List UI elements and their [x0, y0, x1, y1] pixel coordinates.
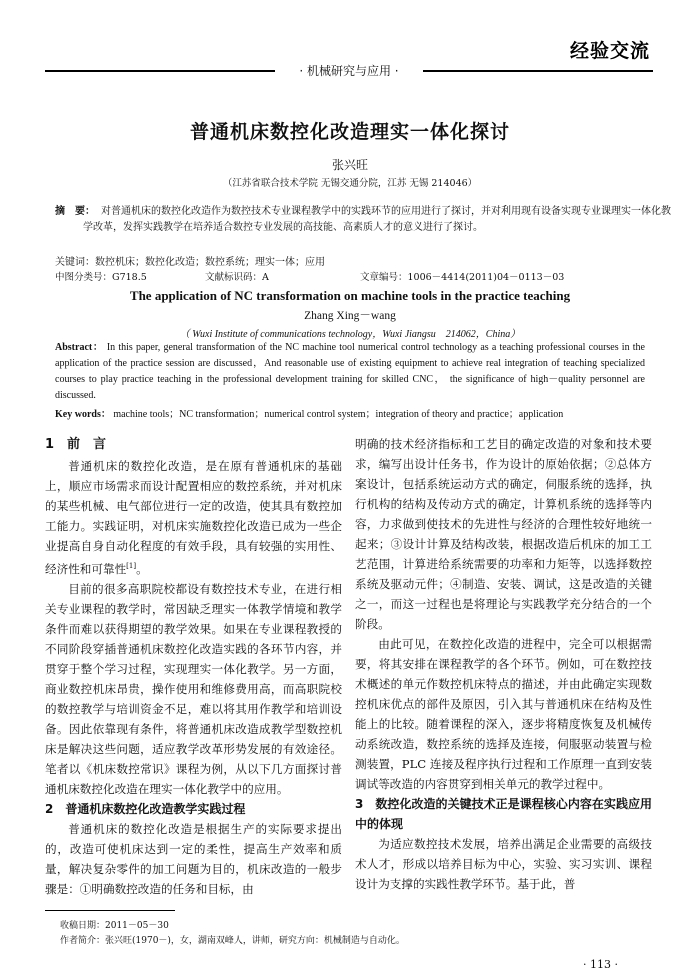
abstract-cn-label: 摘 要：	[55, 206, 95, 217]
keywords-cn: 关键词：数控机床；数控化改造；数控系统；理实一体；应用	[55, 257, 325, 268]
page-number: · 113 ·	[583, 958, 618, 971]
abstract-en-label: Abstract：	[55, 342, 104, 353]
section-3-paragraph-1: 为适应数控技术发展，培养出满足企业需要的高级技术人才，形成以培养目标为中心，实验、实习实训、课程设计为支撑的实践性教学环节。基于此，普	[355, 837, 652, 891]
citation-ref: [1]	[126, 562, 137, 570]
abstract-en-text: In this paper, general transformation of the NC machine tool numerical control technology as a teaching professional courses in the application of the practice session are discussed，And reasonable use of existing equipment to achieve real integration of teaching specialized courses to play practice teaching in the professional development training for skilled CNC， the significance of high－quality personnel are discussed.	[55, 342, 646, 401]
body-column-left	[45, 434, 342, 899]
class-number: 中图分类号：G718.5	[55, 272, 147, 283]
section-2-paragraph-2: 由此可见，在数控化改造的进程中，完全可以根据需要，将其安排在课程教学的各个环节。例如，可在数控技术概述的单元作数控机床特点的描述，并由此确定实现数控机床优点的部件及原因，引入其与普通机床在结构及性能上的比较。随着课程的深入，逐步将精度恢复及机械传动系统改造，数控系统的选择及连接，伺服驱动装置与检测装置，PLC 连接及程序执行过程和工作原理一直到安装调试等改造的内容贯穿到相关单元的教学过程中。	[355, 637, 652, 791]
section-2-heading: 2 普通机床数控化改造教学实践过程	[45, 801, 246, 816]
keywords-en-text: machine tools；NC transformation；numerical control system；integration of theory and practice；application	[113, 409, 564, 420]
column-title: · 机械研究与应用 ·	[299, 64, 399, 78]
body-column-right	[355, 434, 652, 894]
keywords-en	[55, 405, 655, 420]
abstract-en	[55, 340, 645, 404]
section-3-heading: 3 数控化改造的关键技术正是课程核心内容在实践应用中的体现	[355, 797, 652, 831]
affiliation-cn: （江苏省联合技术学院 无锡交通分院，江苏 无锡 214046）	[222, 178, 478, 189]
header-rule-right	[423, 70, 653, 72]
section-1-heading: 1 前 言	[45, 437, 107, 452]
footnote-rule	[45, 910, 175, 911]
column-header	[45, 62, 653, 80]
abstract-cn-text: 对普通机床的数控化改造作为数控技术专业课程教学中的实践环节的应用进行了探讨，并对利用现有设备实现专业课理实一体化教学改革，发挥实践教学在培养适合数控专业发展的高技能、高素质人才的意义进行了探讨。	[83, 206, 671, 233]
keywords-en-label: Key words：	[55, 409, 111, 420]
title-en: The application of NC transformation on machine tools in the practice teaching	[129, 288, 571, 303]
section-1-paragraph-2: 目前的很多高职院校都设有数控技术专业，在进行相关专业课程的教学时，常因缺乏理实一体教学情境和教学条件而难以获得期望的教学效果。如果在专业课程教授的不同阶段穿插普通机床数控化改造实践的各环节内容，并贯穿于整个学习过程，实现理实一体化教学。另一方面，商业数控机床昂贵，操作使用和维修费用高，而高职院校的数控教学与培训资金不足，难以将其用作教学和培训设备。因此依靠现有条件，将普通机床改造成教学型数控机床是解决这些问题，适应教学改革形势发展的有效途径。笔者以《机床数控常识》课程为例，从以下几方面探讨普通机床数控化改造在理实一体化教学中的应用。	[45, 581, 342, 796]
affiliation-en: （ Wuxi Institute of communications technology，Wuxi Jiangsu 214062，China）	[179, 329, 521, 340]
section-1-paragraph-1-text: 普通机床的数控化改造，是在原有普通机床的基础上，顺应市场需求而设计配置相应的数控系统，并对机床的某些机械、电气部位进行一定的改造，使其具有数控加工能力。实践证明，对机床实施数控化改造已成为一些企业提高自身自动化程度的有效手段，具有较强的实用性、经济性和可靠性	[45, 459, 342, 576]
abstract-cn	[55, 204, 673, 236]
received-date: 收稿日期：2011－05－30	[60, 921, 169, 931]
author-en: Zhang Xing－wang	[304, 310, 396, 322]
section-1-paragraph-1-end: 。	[136, 561, 148, 576]
section-label: 经验交流	[569, 40, 650, 62]
article-title: 普通机床数控化改造理实一体化探讨	[189, 121, 510, 143]
article-number: 文章编号：1006－4414(2011)04－0113－03	[360, 272, 565, 283]
section-2-paragraph-1-cont: 明确的技术经济指标和工艺目的确定改造的对象和技术要求，编写出设计任务书，作为设计的原始依据；②总体方案设计，包括系统运动方式的确定，伺服系统的选择，执行机构的结构及传动方式的确定，计算机系统的选择等内容，力求做到使技术的先进性与经济的合理性较好地统一起来；③设计计算及结构改装，根据改造后机床的加工工艺范围，计算进给系统需要的功率和力矩等，以选择数控系统及驱动元件；④制造、安装、调试，这是改造的关键之一，而这一过程也是将理论与实践教学充分结合的一个阶段。	[355, 437, 652, 631]
doc-code: 文献标识码：A	[205, 272, 269, 283]
section-1-paragraph-1	[45, 456, 342, 579]
author-cn: 张兴旺	[331, 158, 368, 172]
author-bio: 作者简介：张兴旺(1970－)，女，湖南双峰人，讲师，研究方向：机械制造与自动化。	[60, 936, 405, 946]
section-2-paragraph-1: 普通机床的数控化改造是根据生产的实际要求提出的，改造可使机床达到一定的柔性，提高生产效率和质量，解决复杂零件的加工问题为目的，机床改造的一般步骤是：①明确数控改造的任务和目标，由	[45, 821, 342, 896]
